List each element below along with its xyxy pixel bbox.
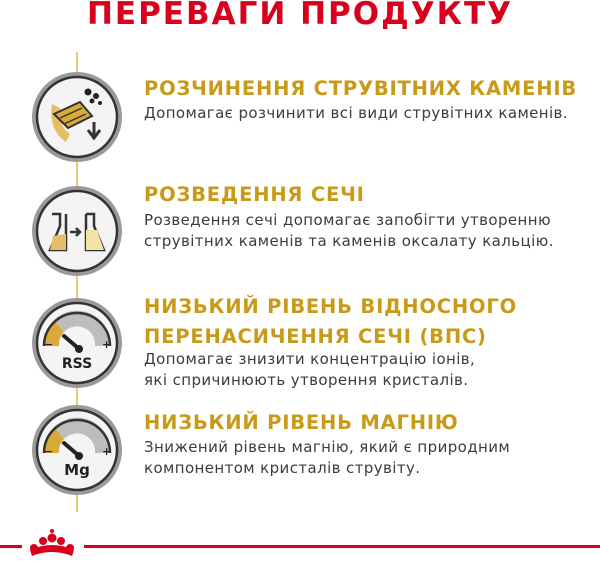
benefit-heading-4: НИЗЬКИЙ РІВЕНЬ МАГНІЮ xyxy=(144,411,459,434)
svg-text:−: − xyxy=(44,338,54,351)
royal-canin-crown-logo xyxy=(24,528,80,560)
svg-text:+: + xyxy=(102,338,112,351)
benefit-heading-3: НИЗЬКИЙ РІВЕНЬ ВІДНОСНОГО ПЕРЕНАСИЧЕННЯ СЕЧІ (ВПС) xyxy=(144,295,518,348)
bottom-rule-left xyxy=(0,545,22,548)
magnesium-gauge-icon xyxy=(30,403,124,497)
benefit-heading-2: РОЗВЕДЕННЯ СЕЧІ xyxy=(144,183,365,206)
page-title: ПЕРЕВАГИ ПРОДУКТУ xyxy=(86,0,514,32)
rss-gauge-icon xyxy=(30,296,124,390)
rss-label: RSS xyxy=(61,356,93,372)
mg-label: Mg xyxy=(64,461,90,479)
benefit-description-4: Знижений рівень магнію, який є природним компонентом кристалів струвіту. xyxy=(144,438,511,477)
benefit-description-1: Допомагає розчинити всі види струвітних каменів. xyxy=(144,104,568,122)
benefit-description-2: Розведення сечі допомагає запобігти утворенню струвітних каменів та каменів оксалату кальцію. xyxy=(144,211,554,250)
urine-dilution-icon xyxy=(30,184,124,278)
benefit-description-3: Допомагає знизити концентрацію іонів, які спричинюють утворення кристалів. xyxy=(144,350,476,389)
bottom-rule-right xyxy=(84,545,600,548)
benefit-heading-1: РОЗЧИНЕННЯ СТРУВІТНИХ КАМЕНІВ xyxy=(144,77,578,100)
svg-text:−: − xyxy=(44,445,54,458)
svg-text:+: + xyxy=(102,445,112,458)
dissolving-stone-icon xyxy=(30,70,124,164)
